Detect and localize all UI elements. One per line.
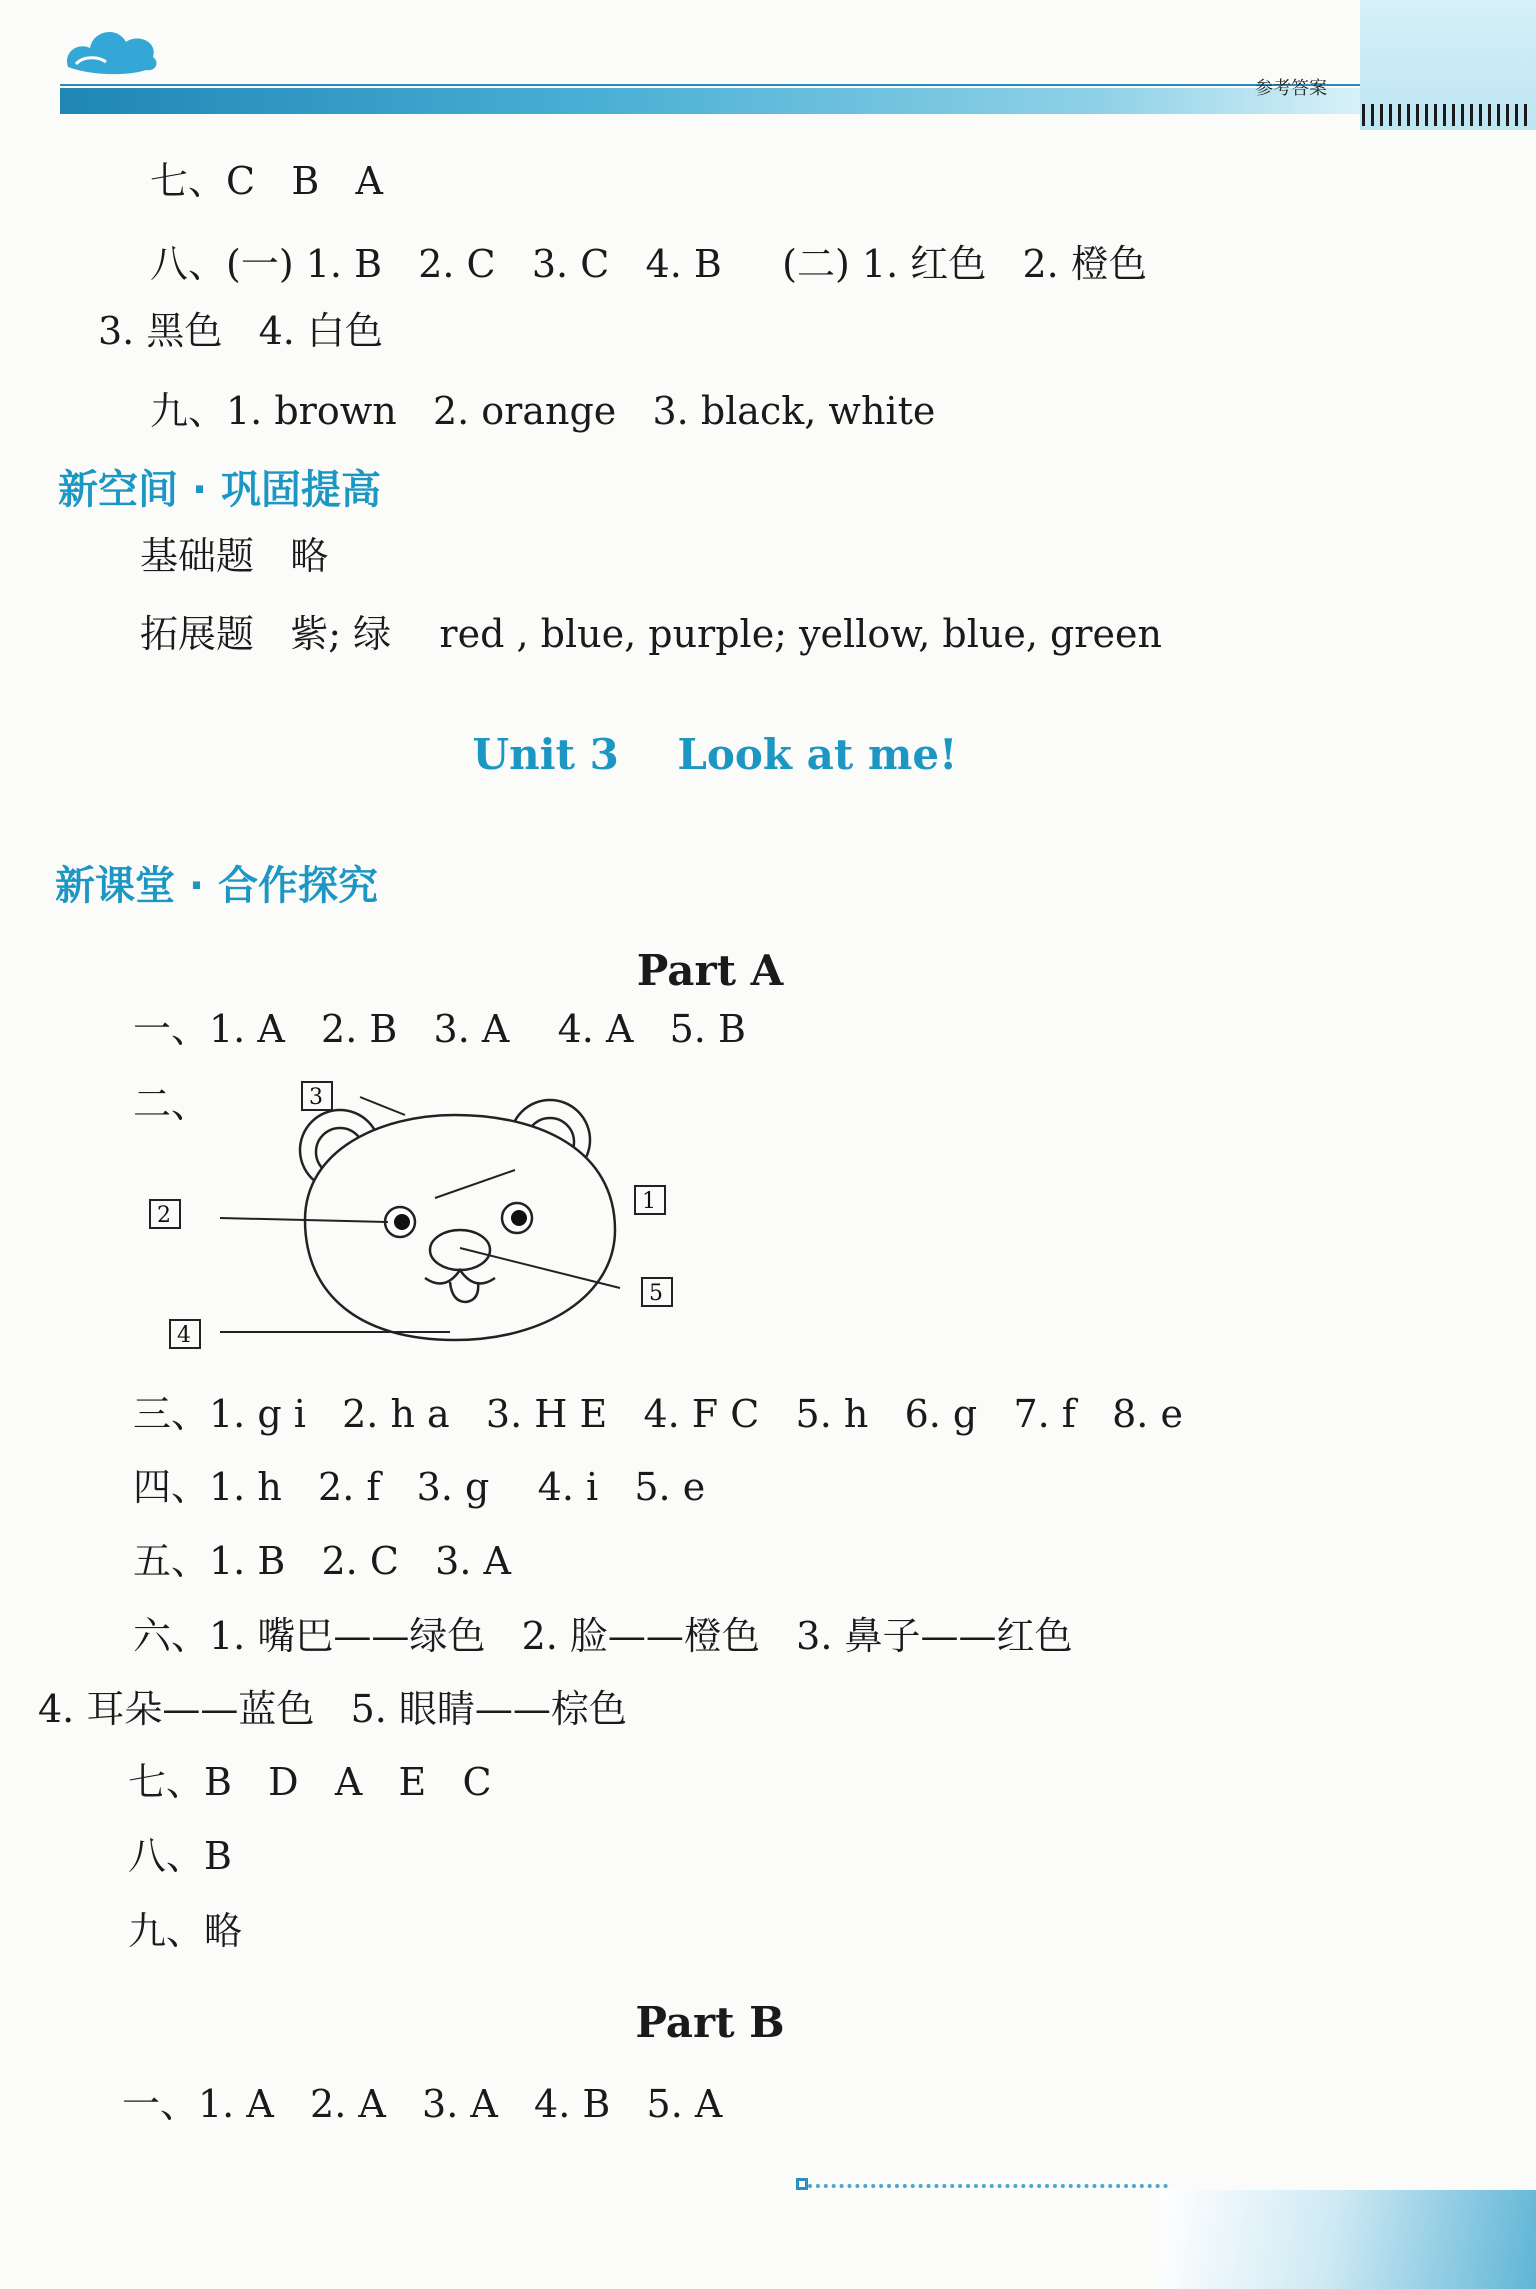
face-outline (305, 1115, 615, 1340)
face-label-5: 5 (649, 1281, 663, 1306)
answer-line: 八、B (128, 1834, 232, 1878)
footer-wave (1160, 2190, 1536, 2289)
answer-line: 4. 耳朵——蓝色 5. 眼睛——棕色 (38, 1687, 627, 1731)
left-pupil (394, 1214, 410, 1230)
answer-line: 六、1. 嘴巴——绿色 2. 脸——橙色 3. 鼻子——红色 (133, 1614, 1073, 1658)
answer-line: 九、略 (128, 1909, 243, 1953)
right-pupil (511, 1210, 527, 1226)
section-heading: 新课堂 · 合作探究 (55, 863, 379, 909)
answer-line: 五、1. B 2. C 3. A (133, 1539, 511, 1583)
face-label-3: 3 (309, 1085, 323, 1110)
unit-title: Unit 3 Look at me! (472, 730, 958, 779)
bear-face-diagram (157, 1070, 710, 1370)
header-band (60, 88, 1360, 114)
answer-line: 3. 黑色 4. 白色 (98, 309, 383, 353)
face-label-2: 2 (157, 1203, 171, 1228)
header-line (60, 84, 1360, 86)
footer-square-icon (796, 2178, 808, 2190)
part-heading: Part B (635, 1998, 785, 2047)
answer-line: 拓展题 紫; 绿 red , blue, purple; yellow, blue, green (140, 612, 1162, 656)
answer-line: 基础题 略 (140, 534, 329, 578)
face-label-4: 4 (177, 1323, 191, 1348)
footer-dotted-line (808, 2184, 1168, 2188)
answer-line: 一、1. A 2. B 3. A 4. A 5. B (133, 1007, 746, 1051)
answer-line: 七、B D A E C (128, 1760, 492, 1804)
leader-3 (360, 1097, 405, 1115)
answer-line: 九、1. brown 2. orange 3. black, white (150, 389, 936, 433)
answer-line: 四、1. h 2. f 3. g 4. i 5. e (133, 1465, 706, 1509)
header-label: 参考答案 (1255, 78, 1327, 99)
header-barcode (1362, 104, 1532, 126)
answer-line: 一、1. A 2. A 3. A 4. B 5. A (122, 2082, 723, 2126)
cloud-logo-icon (58, 12, 168, 82)
answer-line: 二、 (133, 1082, 210, 1126)
answer-line: 八、(一) 1. B 2. C 3. C 4. B (二) 1. 红色 2. 橙色 (150, 242, 1147, 286)
part-heading: Part A (636, 946, 784, 995)
section-heading: 新空间 · 巩固提高 (58, 467, 382, 513)
face-label-1: 1 (642, 1189, 656, 1214)
answer-line: 七、C B A (150, 159, 383, 203)
answer-line: 三、1. g i 2. h a 3. H E 4. F C 5. h 6. g 7. f 8. e (133, 1392, 1183, 1436)
